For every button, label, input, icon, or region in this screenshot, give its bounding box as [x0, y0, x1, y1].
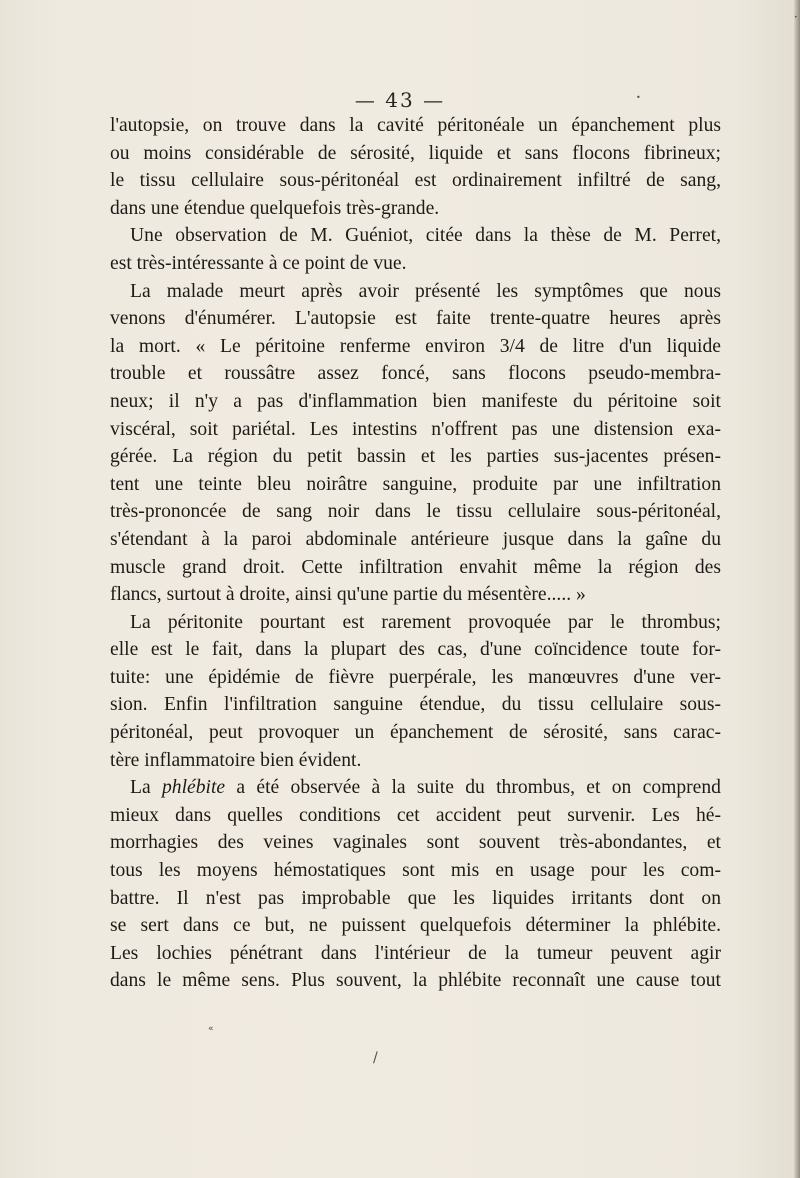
body-text [110, 112, 721, 995]
text-line: tent une teinte bleu noirâtre sanguine, produite par une infiltration [110, 473, 721, 495]
text-line: elle est le fait, dans la plupart des cas, d'une coïncidence toute for- [110, 639, 721, 661]
text-line: est très-intéressante à ce point de vue. [110, 252, 407, 274]
text-line: venons d'énumérer. L'autopsie est faite trente-quatre heures après [110, 308, 721, 330]
text-line: dans le même sens. Plus souvent, la phlébite reconnaît une cause tout [110, 970, 721, 992]
ink-speck: / [373, 1050, 378, 1066]
text-line: s'étendant à la paroi abdominale antérieure jusque dans la gaîne du [110, 528, 721, 550]
text-line: neux; il n'y a pas d'inflammation bien manifeste du péritoine soit [110, 390, 721, 412]
text-line: très-prononcée de sang noir dans le tissu cellulaire sous-péritonéal, [110, 501, 721, 523]
text-line: ou moins considérable de sérosité, liquide et sans flocons fibrineux; [110, 142, 721, 164]
text-line: péritonéal, peut provoquer un épanchement de sérosité, sans carac- [110, 722, 721, 744]
text-line: battre. Il n'est pas improbable que les liquides irritants dont on [110, 887, 721, 909]
text-line: tère inflammatoire bien évident. [110, 749, 362, 771]
text-line: la mort. « Le péritoine renferme environ 3/4 de litre d'un liquide [110, 335, 721, 357]
text-line: tuite: une épidémie de fièvre puerpérale, les manœuvres d'une ver- [110, 666, 721, 688]
text-line: muscle grand droit. Cette infiltration envahit même la région des [110, 556, 721, 578]
ink-speck: « [208, 1024, 214, 1034]
text-line: mieux dans quelles conditions cet accident peut survenir. Les hé- [110, 804, 721, 826]
text-line: La péritonite pourtant est rarement provoquée par le thrombus; [130, 611, 721, 633]
text-line: sion. Enfin l'infiltration sanguine étendue, du tissu cellulaire sous- [110, 694, 721, 716]
text-line: gérée. La région du petit bassin et les parties sus-jacentes présen- [110, 446, 721, 468]
text-line: Les lochies pénétrant dans l'intérieur de la tumeur peuvent agir [110, 942, 721, 964]
italic-term: phlébite [161, 777, 226, 799]
text-line: trouble et roussâtre assez foncé, sans flocons pseudo-membra- [110, 363, 721, 385]
ink-speck: • [794, 14, 798, 21]
ink-speck: • [636, 93, 641, 102]
text-line: dans une étendue quelquefois très-grande. [110, 197, 440, 219]
text-line: Une observation de M. Guéniot, citée dans la thèse de M. Perret, [130, 225, 721, 247]
text-line: tous les moyens hémostatiques sont mis en usage pour les com- [110, 860, 721, 882]
text-line: morrhagies des veines vaginales sont souvent très-abondantes, et [110, 832, 721, 854]
page-edge-shadow [794, 0, 800, 1178]
text-line: le tissu cellulaire sous-péritonéal est ordinairement infiltré de sang, [110, 170, 721, 192]
text-line: flancs, surtout à droite, ainsi qu'une partie du mésentère..... » [110, 584, 586, 606]
text-line: l'autopsie, on trouve dans la cavité péritonéale un épanchement plus [110, 115, 721, 136]
text-line: La phlébite a été observée à la suite du thrombus, et on comprend [130, 777, 721, 799]
text-line: La malade meurt après avoir présenté les symptômes que nous [130, 280, 721, 302]
text-line: viscéral, soit pariétal. Les intestins n'offrent pas une distension exa- [110, 418, 721, 440]
page-number: — 43 — [354, 88, 446, 112]
text-line: se sert dans ce but, ne puissent quelquefois déterminer la phlébite. [110, 915, 721, 937]
